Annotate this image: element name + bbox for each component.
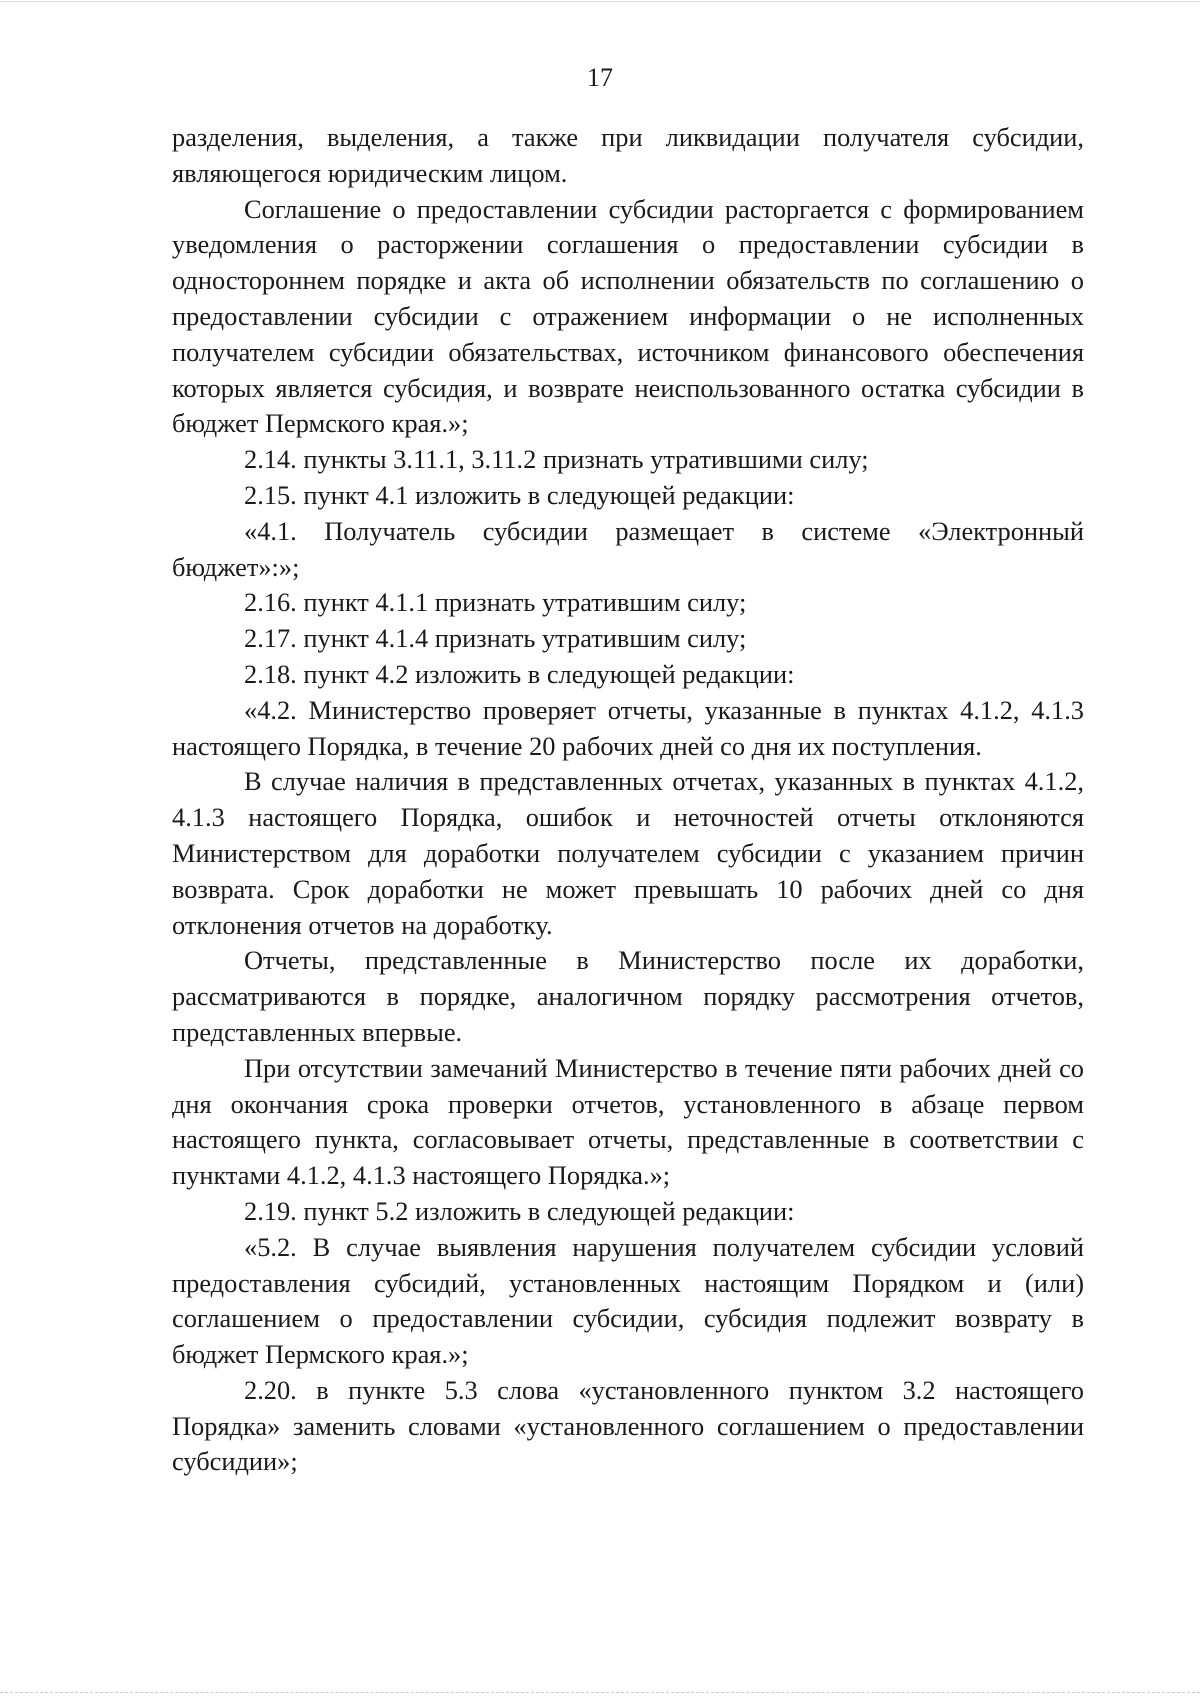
scan-edge-top (0, 1, 1200, 2)
paragraph-reports-reviewed: Отчеты, представленные в Министерство после их доработки, рассматриваются в порядке, аналогичном порядку рассмотрения отчетов, представленных впервые. (172, 945, 1084, 1047)
paragraph-agreement-termination: Соглашение о предоставлении субсидии расторгается с формированием уведомления о расторжении соглашения о предоставлении субсидии в одностороннем порядке и акта об исполнении обязательств по соглашению о предоставлении субсидии с отражением информации о не исполненных получателем субсидии обязательствах, источником финансового обеспечения которых является субсидия, и возврате неиспользованного остатка субсидии в бюджет Пермского края.»; (172, 193, 1084, 439)
page-number: 17 (587, 63, 613, 92)
document-body (172, 120, 1084, 1480)
paragraph-errors-case: В случае наличия в представленных отчетах, указанных в пунктах 4.1.2, 4.1.3 настоящего Порядка, ошибок и неточностей отчеты отклоняются Министерством для доработки получателем субсидии с указанием причин возврата. Срок доработки не может превышать 10 рабочих дней со дня отклонения отчетов на доработку. (172, 766, 1084, 940)
paragraph-continuation: разделения, выделения, а также при ликвидации получателя субсидии, являющегося юридическим лицом. (172, 122, 1084, 188)
paragraph-no-remarks: При отсутствии замечаний Министерство в течение пяти рабочих дней со дня окончания срока проверки отчетов, установленного в абзаце первом настоящего пункта, согласовывает отчеты, представленные в соответствии с пунктами 4.1.2, 4.1.3 настоящего Порядка.»; (172, 1052, 1084, 1191)
paragraph-2-18: 2.18. пункт 4.2 изложить в следующей редакции: (244, 658, 795, 689)
paragraph-5-2: «5.2. В случае выявления нарушения получателем субсидии условий предоставления субсидий, установленных настоящим Порядком и (или) соглашением о предоставлении субсидии, субсидия подлежит возврату в бюджет Пермского края.»; (172, 1231, 1084, 1370)
scan-edge-bottom (0, 1692, 1200, 1693)
paragraph-4-2: «4.2. Министерство проверяет отчеты, указанные в пунктах 4.1.2, 4.1.3 настоящего Порядка, в течение 20 рабочих дней со дня их поступления. (172, 694, 1084, 761)
paragraph-2-20: 2.20. в пункте 5.3 слова «установленного пунктом 3.2 настоящего Порядка» заменить словами «установленного соглашением о предоставлении субсидии»; (172, 1374, 1084, 1477)
paragraph-2-17: 2.17. пункт 4.1.4 признать утратившим силу; (244, 623, 747, 654)
paragraph-2-19: 2.19. пункт 5.2 изложить в следующей редакции: (244, 1195, 795, 1226)
paragraph-2-16: 2.16. пункт 4.1.1 признать утратившим силу; (244, 587, 747, 618)
paragraph-2-15: 2.15. пункт 4.1 изложить в следующей редакции: (244, 479, 795, 510)
paragraph-4-1: «4.1. Получатель субсидии размещает в системе «Электронный бюджет»:»; (172, 515, 1084, 582)
paragraph-2-14: 2.14. пункты 3.11.1, 3.11.2 признать утратившими силу; (244, 444, 869, 475)
